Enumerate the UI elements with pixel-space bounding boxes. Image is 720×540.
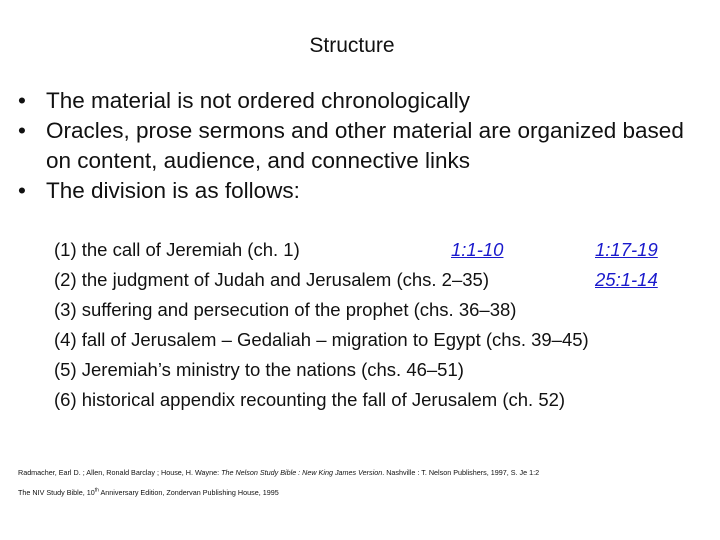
bullet-item-chronology <box>16 86 706 116</box>
division-row-1 <box>54 235 704 265</box>
division-row-5 <box>54 355 704 385</box>
division-row-6 <box>54 385 704 415</box>
scripture-link-1-17-19[interactable]: 1:17-19 <box>595 239 658 260</box>
division-row-4 <box>54 325 704 355</box>
division-text: (6) historical appendix recounting the fall of Jerusalem (ch. 52) <box>54 389 566 410</box>
division-row-3 <box>54 295 704 325</box>
bullet-icon: • <box>18 118 26 143</box>
division-text: (3) suffering and persecution of the prophet (chs. 36–38) <box>54 299 517 320</box>
bullet-icon: • <box>18 178 26 203</box>
citations <box>18 463 708 503</box>
citation-text: . Nashville : T. Nelson Publishers, 1997, S. Je 1:2 <box>382 468 540 477</box>
scripture-link-25-1-14[interactable]: 25:1-14 <box>595 269 658 290</box>
citation-text: Radmacher, Earl D. ; Allen, Ronald Barclay ; House, H. Wayne: <box>18 468 222 477</box>
division-list <box>54 235 704 415</box>
bullet-text: Oracles, prose sermons and other material are organized based on content, audience, and connective links <box>46 118 684 173</box>
citation-text: Anniversary Edition, Zondervan Publishing House, 1995 <box>98 488 279 497</box>
bullet-text: The division is as follows: <box>46 178 300 203</box>
division-text: (1) the call of Jeremiah (ch. 1) <box>54 239 300 260</box>
division-text: (5) Jeremiah’s ministry to the nations (chs. 46–51) <box>54 359 464 380</box>
citation-text: The NIV Study Bible, 10 <box>18 488 95 497</box>
bullet-icon: • <box>18 88 26 113</box>
scripture-link-1-1-10[interactable]: 1:1-10 <box>451 239 504 260</box>
division-text: (2) the judgment of Judah and Jerusalem (chs. 2–35) <box>54 269 489 290</box>
division-row-2 <box>54 265 704 295</box>
citation-niv <box>18 483 708 503</box>
bullet-item-organization <box>16 116 706 176</box>
division-text: (4) fall of Jerusalem – Gedaliah – migration to Egypt (chs. 39–45) <box>54 329 589 350</box>
citation-nelson <box>18 463 708 483</box>
citation-book-title: The Nelson Study Bible : New King James Version <box>221 468 383 477</box>
slide-title: Structure <box>309 34 395 57</box>
bullet-item-division <box>16 176 706 206</box>
bullet-list <box>16 86 706 206</box>
bullet-text: The material is not ordered chronologically <box>46 88 470 113</box>
citation-superscript: th <box>94 487 99 494</box>
